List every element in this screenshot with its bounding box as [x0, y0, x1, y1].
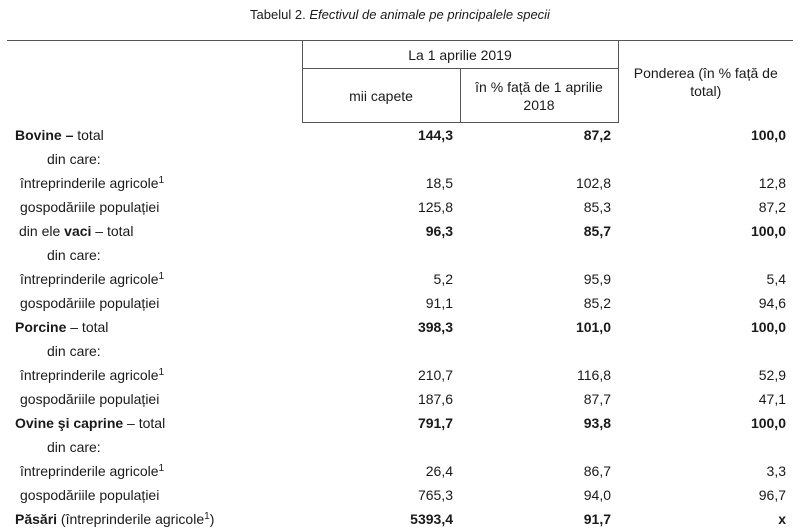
row-label: Păsări (întreprinderile agricole$^1$) [15, 511, 215, 527]
caption-prefix: Tabelul 2. [250, 7, 306, 22]
row-label: gospodăriile populației [20, 391, 160, 407]
cell-thousand-heads: 26,4 [425, 463, 453, 479]
table-row [7, 219, 793, 243]
caption-title: Efectivul de animale pe principalele specii [309, 7, 550, 22]
cell-share: 100,0 [750, 319, 786, 335]
cell-share: 87,2 [758, 199, 786, 215]
cell-percent: 91,7 [583, 511, 611, 527]
cell-percent: 116,8 [577, 367, 611, 383]
table-row [7, 195, 793, 219]
table-row [7, 123, 793, 148]
cell-share: 5,4 [766, 271, 786, 287]
cell-thousand-heads: 18,5 [425, 175, 453, 191]
cell-percent: 94,0 [583, 487, 611, 503]
table-row [7, 411, 793, 435]
table-row [7, 267, 793, 291]
cell-share: 96,7 [758, 487, 786, 503]
row-label: Ovine şi caprine – total [15, 415, 166, 431]
cell-thousand-heads: 96,3 [425, 223, 453, 239]
cell-percent: 85,3 [583, 199, 611, 215]
cell-share: 47,1 [758, 391, 786, 407]
cell-thousand-heads: 398,3 [417, 319, 453, 335]
table-row [7, 147, 793, 171]
row-label: gospodăriile populației [20, 199, 160, 215]
cell-thousand-heads: 144,3 [417, 127, 453, 143]
cell-percent: 87,2 [583, 127, 611, 143]
cell-thousand-heads: 791,7 [417, 415, 453, 431]
cell-percent: 93,8 [583, 415, 611, 431]
row-label: Porcine – total [15, 319, 109, 335]
share-header: Ponderea (în % față de total) [618, 41, 793, 123]
row-label: din care: [47, 247, 101, 263]
cell-share: 100,0 [750, 223, 786, 239]
table-row [7, 171, 793, 195]
percent-vs-2018-header: în % față de 1 aprilie 2018 [460, 69, 618, 123]
thousand-heads-header: mii capete [302, 69, 460, 123]
row-label: Bovine – total [15, 126, 104, 143]
cell-percent: 95,9 [583, 271, 611, 287]
table-row [7, 507, 793, 531]
row-label: din care: [47, 439, 101, 455]
stub-header [7, 41, 302, 123]
table-row [7, 291, 793, 315]
cell-thousand-heads: 5,2 [433, 271, 453, 287]
cell-share: 3,3 [766, 463, 786, 479]
row-label: întreprinderile agricole$^1$ [20, 271, 165, 287]
table-row [7, 435, 793, 459]
row-label: întreprinderile agricole$^1$ [20, 175, 165, 191]
cell-share: 100,0 [750, 415, 786, 431]
cell-share: 52,9 [758, 367, 786, 383]
cell-share: 12,8 [758, 175, 786, 191]
row-label: din care: [47, 151, 101, 167]
cell-thousand-heads: 5393,4 [410, 511, 453, 527]
cell-percent: 87,7 [583, 391, 611, 407]
row-label: întreprinderile agricole$^1$ [20, 463, 165, 479]
row-label: din ele vaci – total [19, 223, 134, 239]
cell-thousand-heads: 187,6 [417, 391, 453, 407]
cell-share: 100,0 [750, 126, 786, 143]
table-row [7, 315, 793, 339]
table-caption [0, 7, 800, 23]
table-row [7, 459, 793, 483]
cell-thousand-heads: 125,8 [417, 199, 453, 215]
cell-percent: 85,2 [583, 295, 611, 311]
cell-percent: 102,8 [575, 175, 611, 191]
livestock-table [7, 40, 793, 531]
table-row [7, 387, 793, 411]
row-label: gospodăriile populației [20, 295, 160, 311]
row-label: din care: [47, 343, 101, 359]
row-label: gospodăriile populației [20, 487, 160, 503]
table-row [7, 363, 793, 387]
cell-thousand-heads: 765,3 [417, 487, 453, 503]
row-label: întreprinderile agricole$^1$ [20, 367, 165, 383]
cell-thousand-heads: 91,1 [425, 295, 453, 311]
cell-percent: 85,7 [583, 223, 611, 239]
cell-percent: 101,0 [575, 319, 611, 335]
cell-thousand-heads: 210,7 [417, 367, 453, 383]
table-row [7, 339, 793, 363]
table-row [7, 243, 793, 267]
cell-share: x [778, 511, 786, 527]
cell-share: 94,6 [758, 295, 786, 311]
group-header: La 1 aprilie 2019 [302, 41, 618, 69]
cell-percent: 86,7 [583, 463, 611, 479]
table-row [7, 483, 793, 507]
